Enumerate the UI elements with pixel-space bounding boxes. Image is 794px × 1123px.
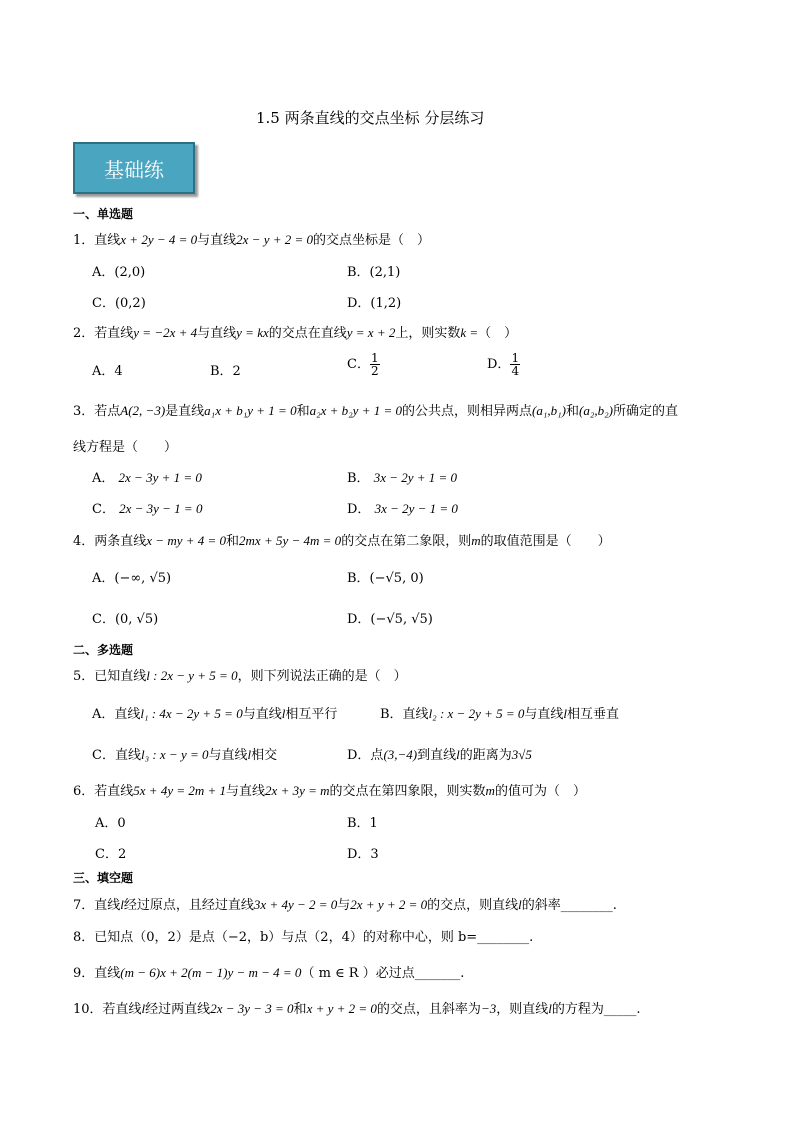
equation: x + 2y − 4 = 0 [120,232,198,247]
option-b: B．2 [210,364,241,379]
section-heading-fill-in: 三、填空题 [73,871,134,885]
question-10: 10．若直线l经过两直线2x − 3y − 3 = 0和x + y + 2 = 0的交点，且斜率为−3，则直线l的方程为_____. [73,1001,641,1017]
option-a: A．4 [92,364,123,379]
option-c: C．(0, √5) [92,612,159,627]
option-c: C．(0,2) [92,296,146,311]
question-7: 7．直线l经过原点，且经过直线3x + 4y − 2 = 0与2x + y + 2 = 0的交点，则直线l的斜率________. [73,897,617,913]
option-b: B．(2,1) [347,265,401,280]
option-d: D． $\frac{1}{4}$ [487,351,520,378]
question-6: 6．若直线5x + 4y = 2m + 1与直线2x + 3y = m的交点在第四象限，则实数m的值可为（ ） [73,783,586,799]
question-2: 2．若直线y = −2x + 4与直线y = kx的交点在直线y = x + 2上，则实数k =（ ） [73,325,518,341]
section-badge: 基础练 [73,142,195,194]
option-d: D．(1,2) [347,296,402,311]
option-d: D．3 [347,847,379,862]
fraction: $\frac{1}{2}$ [370,351,379,378]
option-a: A． 2x − 3y + 1 = 0 [92,470,202,486]
option-c: C． $\frac{1}{2}$ [347,351,379,378]
option-c: C．直线l₃ : x − y = 0与直线l相交 [92,747,278,763]
section-heading-multi-choice: 二、多选题 [73,643,134,657]
question-4: 4．两条直线x − my + 4 = 0和2mx + 5y − 4m = 0的交点在第二象限，则m的取值范围是（ ） [73,533,611,549]
option-a: A．直线l₁ : 4x − 2y + 5 = 0与直线l相互平行 [92,706,338,722]
option-d: D．点(3,−4)到直线l的距离为3√5 [347,747,532,763]
page-title: 1.5 两条直线的交点坐标 分层练习 [256,109,485,127]
option-b: B．直线l₂ : x − 2y + 5 = 0与直线l相互垂直 [380,706,620,722]
option-b: B．1 [347,816,378,831]
option-a: A．(−∞, √5) [92,571,172,586]
equation: 2x − y + 2 = 0 [236,232,314,247]
option-c: C．2 [95,847,127,862]
option-c: C． 2x − 3y − 1 = 0 [92,501,203,517]
option-d: D． 3x − 2y − 1 = 0 [347,501,458,517]
question-5: 5．已知直线l : 2x − y + 5 = 0，则下列说法正确的是（ ） [73,668,407,684]
question-1: 1．直线x + 2y − 4 = 0与直线2x − y + 2 = 0的交点坐标是（ ） [73,232,431,248]
option-d: D．(−√5, √5) [347,612,433,627]
question-8: 8．已知点（0，2）是点（−2，b）与点（2，4）的对称中心，则 b=________. [73,930,534,945]
fraction: $\frac{1}{4}$ [511,351,520,378]
question-3-line-2: 线方程是（ ） [73,440,178,455]
option-b: B． 3x − 2y + 1 = 0 [347,470,458,486]
option-a: A．0 [95,816,126,831]
question-3-line-1: 3．若点A(2, −3)是直线a₁x + b₁y + 1 = 0和a₂x + b₂y + 1 = 0的公共点，则相异两点(a₁,b₁)和(a₂,b₂)所确定的直 [73,403,678,419]
section-heading-single-choice: 一、单选题 [73,207,134,221]
option-b: B．(−√5, 0) [347,571,424,586]
option-a: A．(2,0) [92,265,146,280]
question-9: 9．直线(m − 6)x + 2(m − 1)y − m − 4 = 0（ m ∈ R ）必过点_______. [73,965,465,981]
